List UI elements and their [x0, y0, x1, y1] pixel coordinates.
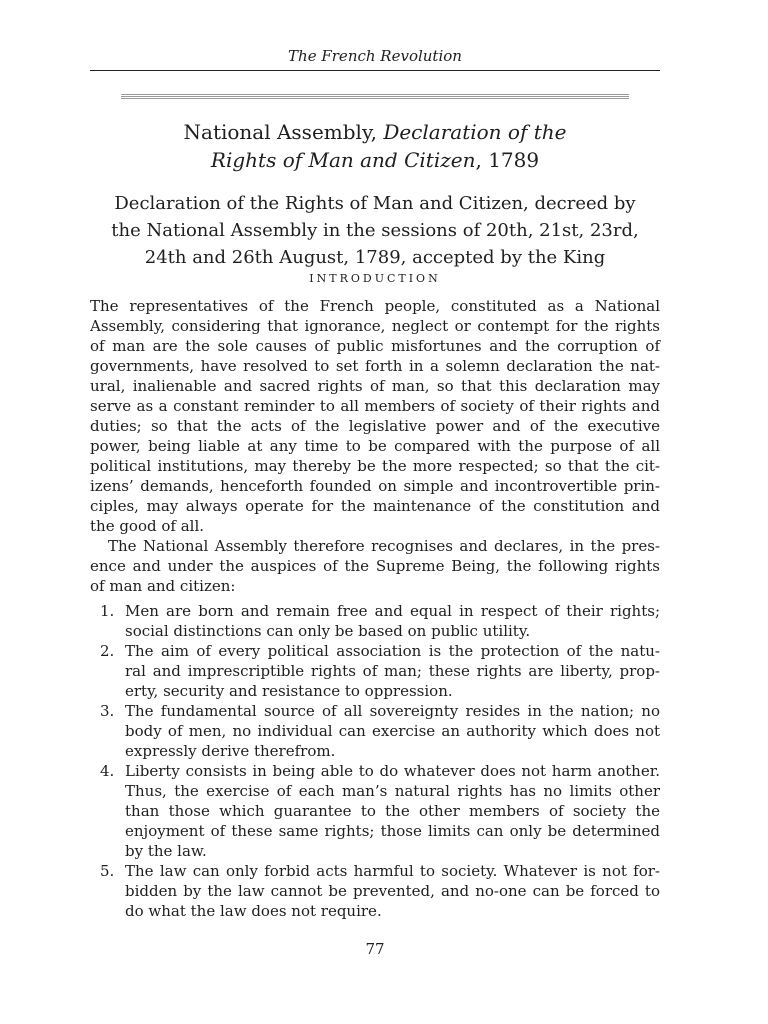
- text-line: ence and under the auspices of the Supreme Being, the following rights: [90, 557, 660, 575]
- text-line: ural, inalienable and sacred rights of man, so that this declaration may: [90, 377, 660, 395]
- subtitle-line: Declaration of the Rights of Man and Citizen, decreed by: [114, 193, 636, 214]
- chapter-title: [90, 118, 660, 174]
- article-number: 2.: [100, 642, 115, 660]
- text-line: body of men, no individual can exercise an authority which does not: [125, 722, 660, 740]
- subtitle-line: 24th and 26th August, 1789, accepted by the King: [144, 247, 606, 268]
- title-part-2: Declaration of the: [383, 120, 567, 144]
- text-line: Thus, the exercise of each man’s natural rights has no limits other: [125, 782, 660, 800]
- text-line: Liberty consists in being able to do whatever does not harm another.: [125, 762, 660, 780]
- text-line: political institutions, may thereby be the more respected; so that the cit-: [90, 457, 660, 475]
- text-line: the good of all.: [90, 517, 205, 535]
- header-rule: [90, 70, 660, 71]
- text-line: power, being liable at any time to be compared with the purpose of all: [90, 437, 660, 455]
- text-line: expressly derive therefrom.: [125, 742, 336, 760]
- article-number: 5.: [100, 862, 115, 880]
- text-line: social distinctions can only be based on public utility.: [125, 622, 531, 640]
- title-part-4: , 1789: [475, 148, 540, 172]
- text-line: The representatives of the French people, constituted as a National: [90, 297, 660, 315]
- text-line: by the law.: [125, 842, 207, 860]
- ornamental-band: [121, 94, 629, 100]
- text-line: of man are the sole causes of public misfortunes and the corruption of: [90, 337, 660, 355]
- article-number: 3.: [100, 702, 115, 720]
- article-number: 1.: [100, 602, 115, 620]
- title-part-1: National Assembly,: [183, 120, 384, 144]
- text-line: enjoyment of these same rights; those limits can only be determined: [125, 822, 660, 840]
- text-line: The law can only forbid acts harmful to society. Whatever is not for-: [125, 862, 660, 880]
- text-line: Assembly, considering that ignorance, neglect or contempt for the rights: [90, 317, 660, 335]
- text-line: erty, security and resistance to oppression.: [125, 682, 453, 700]
- article-number: 4.: [100, 762, 115, 780]
- title-part-3: Rights of Man and Citizen: [210, 148, 476, 172]
- text-line: izens’ demands, henceforth founded on simple and incontrovertible prin-: [90, 477, 660, 495]
- text-line: governments, have resolved to set forth in a solemn declaration the nat-: [90, 357, 660, 375]
- text-line: The aim of every political association is the protection of the natu-: [125, 642, 660, 660]
- page-number: 77: [365, 940, 385, 958]
- text-line: serve as a constant reminder to all members of society of their rights and: [90, 397, 660, 415]
- text-line: ral and imprescriptible rights of man; these rights are liberty, prop-: [125, 662, 660, 680]
- running-head: The French Revolution: [288, 47, 462, 65]
- text-line: than those which guarantee to the other members of society the: [125, 802, 660, 820]
- text-line: ciples, may always operate for the maintenance of the constitution and: [90, 497, 660, 515]
- text-line: of man and citizen:: [90, 577, 236, 595]
- text-line: Men are born and remain free and equal in respect of their rights;: [125, 602, 660, 620]
- section-heading: INTRODUCTION: [309, 272, 441, 285]
- text-line: do what the law does not require.: [125, 902, 382, 920]
- text-line: bidden by the law cannot be prevented, and no-one can be forced to: [125, 882, 660, 900]
- text-line: The National Assembly therefore recognises and declares, in the pres-: [108, 537, 660, 555]
- text-line: The fundamental source of all sovereignty resides in the nation; no: [125, 702, 660, 720]
- text-line: duties; so that the acts of the legislative power and of the executive: [90, 417, 660, 435]
- subtitle-line: the National Assembly in the sessions of 20th, 21st, 23rd,: [111, 220, 639, 241]
- chapter-subtitle: [90, 190, 660, 271]
